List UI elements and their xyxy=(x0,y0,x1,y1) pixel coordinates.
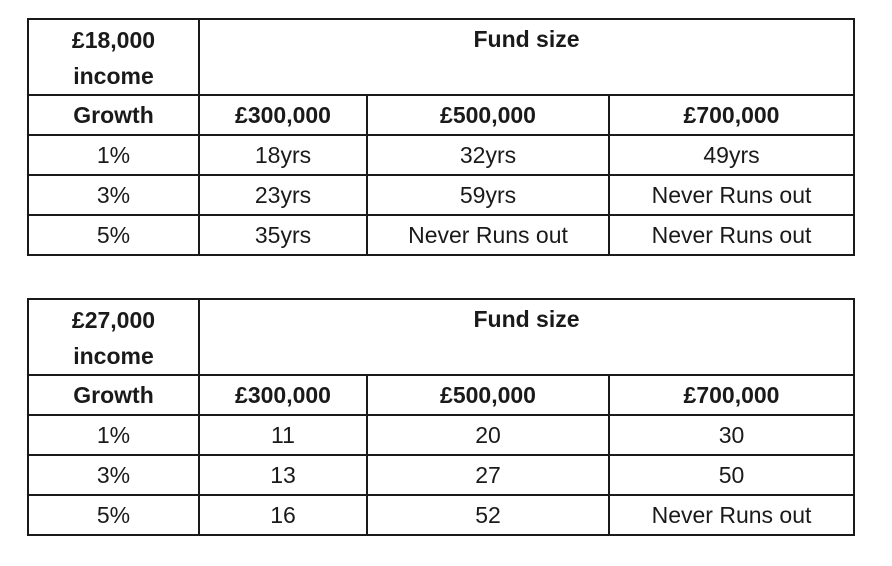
growth-rate-cell: 5% xyxy=(28,215,199,255)
fund-size-column-header: £700,000 xyxy=(609,375,854,415)
table-row xyxy=(28,135,854,175)
growth-rate-cell: 1% xyxy=(28,135,199,175)
duration-cell: Never Runs out xyxy=(609,175,854,215)
duration-cell: 32yrs xyxy=(367,135,609,175)
income-header-cell xyxy=(28,299,199,375)
duration-cell: 20 xyxy=(367,415,609,455)
duration-cell: 59yrs xyxy=(367,175,609,215)
duration-cell: 35yrs xyxy=(199,215,367,255)
income-amount: £27,000 xyxy=(71,306,156,333)
duration-cell: 49yrs xyxy=(609,135,854,175)
growth-header: Growth xyxy=(28,95,199,135)
fund-size-column-header: £500,000 xyxy=(367,95,609,135)
duration-cell: 30 xyxy=(609,415,854,455)
table-row xyxy=(28,415,854,455)
table-row xyxy=(28,175,854,215)
duration-cell: 16 xyxy=(199,495,367,535)
fund-size-column-header: £500,000 xyxy=(367,375,609,415)
income-label: income xyxy=(73,62,154,89)
duration-cell: 18yrs xyxy=(199,135,367,175)
duration-cell: Never Runs out xyxy=(609,495,854,535)
income-amount: £18,000 xyxy=(71,26,156,53)
table-row xyxy=(28,495,854,535)
fund-size-column-header: £300,000 xyxy=(199,95,367,135)
duration-cell: 52 xyxy=(367,495,609,535)
income-header-cell xyxy=(28,19,199,95)
fund-size-header: Fund size xyxy=(199,299,854,375)
fund-size-column-header: £700,000 xyxy=(609,95,854,135)
growth-rate-cell: 3% xyxy=(28,455,199,495)
table-row xyxy=(28,455,854,495)
growth-header: Growth xyxy=(28,375,199,415)
duration-cell: 13 xyxy=(199,455,367,495)
duration-cell: 27 xyxy=(367,455,609,495)
fund-table-18000-income xyxy=(27,18,855,256)
duration-cell: 50 xyxy=(609,455,854,495)
growth-rate-cell: 1% xyxy=(28,415,199,455)
duration-cell: Never Runs out xyxy=(367,215,609,255)
table-row xyxy=(28,215,854,255)
growth-rate-cell: 5% xyxy=(28,495,199,535)
duration-cell: Never Runs out xyxy=(609,215,854,255)
income-label: income xyxy=(73,342,154,369)
duration-cell: 11 xyxy=(199,415,367,455)
growth-rate-cell: 3% xyxy=(28,175,199,215)
fund-size-column-header: £300,000 xyxy=(199,375,367,415)
fund-table-27000-income xyxy=(27,298,855,536)
duration-cell: 23yrs xyxy=(199,175,367,215)
fund-size-header: Fund size xyxy=(199,19,854,95)
